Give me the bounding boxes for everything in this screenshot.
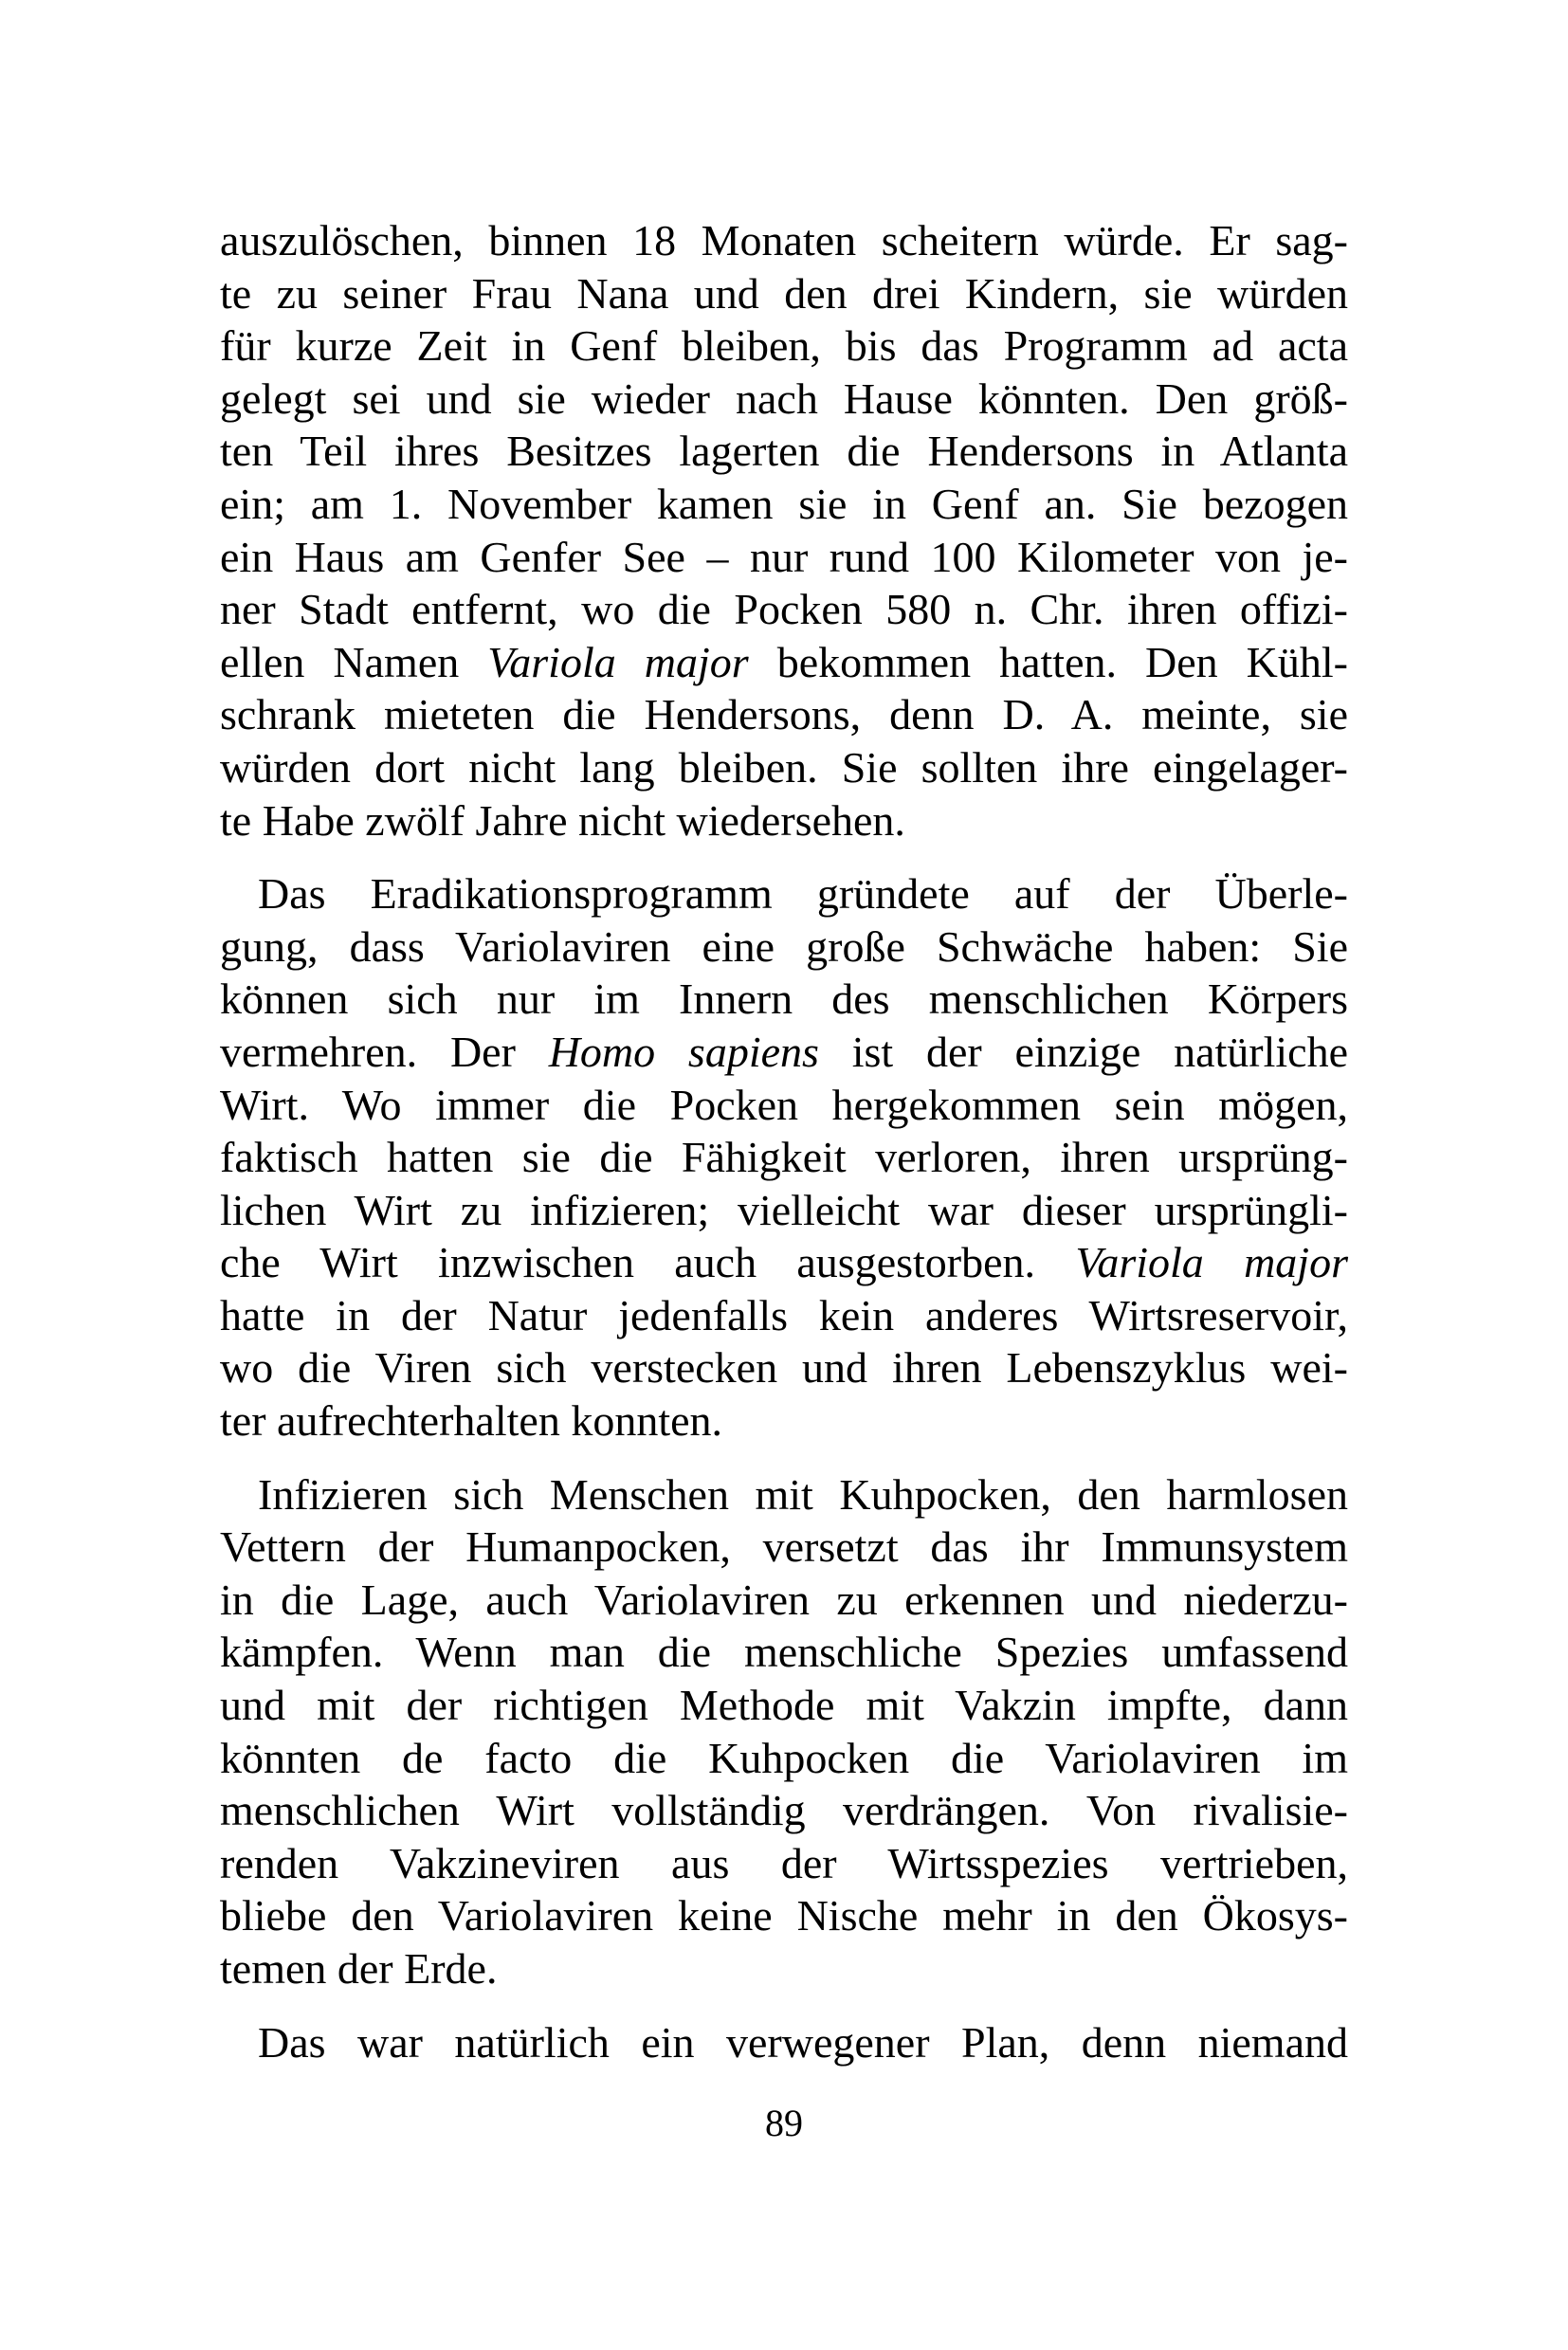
text-line: ten Teil ihres Besitzes lagerten die Hendersons in Atlanta xyxy=(220,427,1348,476)
text-segment: ellen Namen xyxy=(220,637,488,686)
text-line: Vettern der Humanpocken, versetzt das ihr Immunsystem xyxy=(220,1522,1348,1572)
text-line: lichen Wirt zu infizieren; vielleicht war dieser ursprüngli- xyxy=(220,1185,1348,1234)
text-line: renden Vakzineviren aus der Wirtsspezies vertrieben, xyxy=(220,1838,1348,1887)
text-line: Infizieren sich Menschen mit Kuhpocken, den harmlosen xyxy=(258,1469,1348,1519)
text-line: können sich nur im Innern des menschlichen Körpers xyxy=(220,975,1348,1024)
italic-term: Variola major xyxy=(1075,1238,1348,1287)
text-line: ter aufrechterhalten konnten. xyxy=(220,1396,723,1446)
book-page-text xyxy=(220,214,1348,2089)
text-segment: ist der einzige natürliche xyxy=(818,1027,1348,1076)
text-line: schrank mieteten die Hendersons, denn D. A. meinte, sie xyxy=(220,690,1348,739)
paragraph xyxy=(220,867,1348,1448)
text-line: te Habe zwölf Jahre nicht wiedersehen. xyxy=(220,795,905,845)
text-segment: bekommen hatten. Den Kühl- xyxy=(748,637,1348,686)
text-line xyxy=(220,1026,1348,1079)
text-line: könnten de facto die Kuhpocken die Variolaviren im xyxy=(220,1733,1348,1782)
text-segment: vermehren. Der xyxy=(220,1027,549,1076)
text-line xyxy=(220,1236,1348,1289)
page-number: 89 xyxy=(765,2102,803,2144)
text-line: und mit der richtigen Methode mit Vakzin impfte, dann xyxy=(220,1681,1348,1730)
text-line: Wirt. Wo immer die Pocken hergekommen sein mögen, xyxy=(220,1080,1348,1129)
text-line: ein; am 1. November kamen sie in Genf an. Sie bezogen xyxy=(220,479,1348,528)
text-line: gung, dass Variolaviren eine große Schwäche haben: Sie xyxy=(220,921,1348,971)
text-line: Das Eradikationsprogramm gründete auf der Überle- xyxy=(258,869,1348,919)
text-line: in die Lage, auch Variolaviren zu erkennen und niederzu- xyxy=(220,1575,1348,1624)
text-line xyxy=(220,636,1348,689)
text-line: te zu seiner Frau Nana und den drei Kindern, sie würden xyxy=(220,268,1348,318)
text-line: wo die Viren sich verstecken und ihren Lebenszyklus wei- xyxy=(220,1343,1348,1393)
italic-term: Variola major xyxy=(487,637,749,686)
paragraph xyxy=(220,2016,1348,2069)
text-line: kämpfen. Wenn man die menschliche Spezies umfassend xyxy=(220,1628,1348,1677)
text-line: faktisch hatten sie die Fähigkeit verloren, ihren ursprüng- xyxy=(220,1133,1348,1182)
paragraph xyxy=(220,1468,1348,1995)
text-line: temen der Erde. xyxy=(220,1944,498,1993)
text-line: ein Haus am Genfer See – nur rund 100 Kilometer von je- xyxy=(220,532,1348,581)
text-line: hatte in der Natur jedenfalls kein anderes Wirtsreservoir, xyxy=(220,1290,1348,1339)
text-segment: che Wirt inzwischen auch ausgestorben. xyxy=(220,1238,1076,1287)
text-line: für kurze Zeit in Genf bleiben, bis das Programm ad acta xyxy=(220,321,1348,371)
text-line: menschlichen Wirt vollständig verdrängen. Von rivalisie- xyxy=(220,1786,1348,1835)
text-line: ner Stadt entfernt, wo die Pocken 580 n. Chr. ihren offizi- xyxy=(220,585,1348,634)
text-line: Das war natürlich ein verwegener Plan, denn niemand xyxy=(258,2017,1348,2067)
text-line: gelegt sei und sie wieder nach Hause könnten. Den größ- xyxy=(220,373,1348,423)
text-line: würden dort nicht lang bleiben. Sie sollten ihre eingelager- xyxy=(220,742,1348,792)
paragraph xyxy=(220,214,1348,847)
text-line: bliebe den Variolaviren keine Nische mehr in den Ökosys- xyxy=(220,1891,1348,1940)
text-line: auszulöschen, binnen 18 Monaten scheitern würde. Er sag- xyxy=(220,216,1348,264)
italic-term: Homo sapiens xyxy=(548,1027,819,1076)
